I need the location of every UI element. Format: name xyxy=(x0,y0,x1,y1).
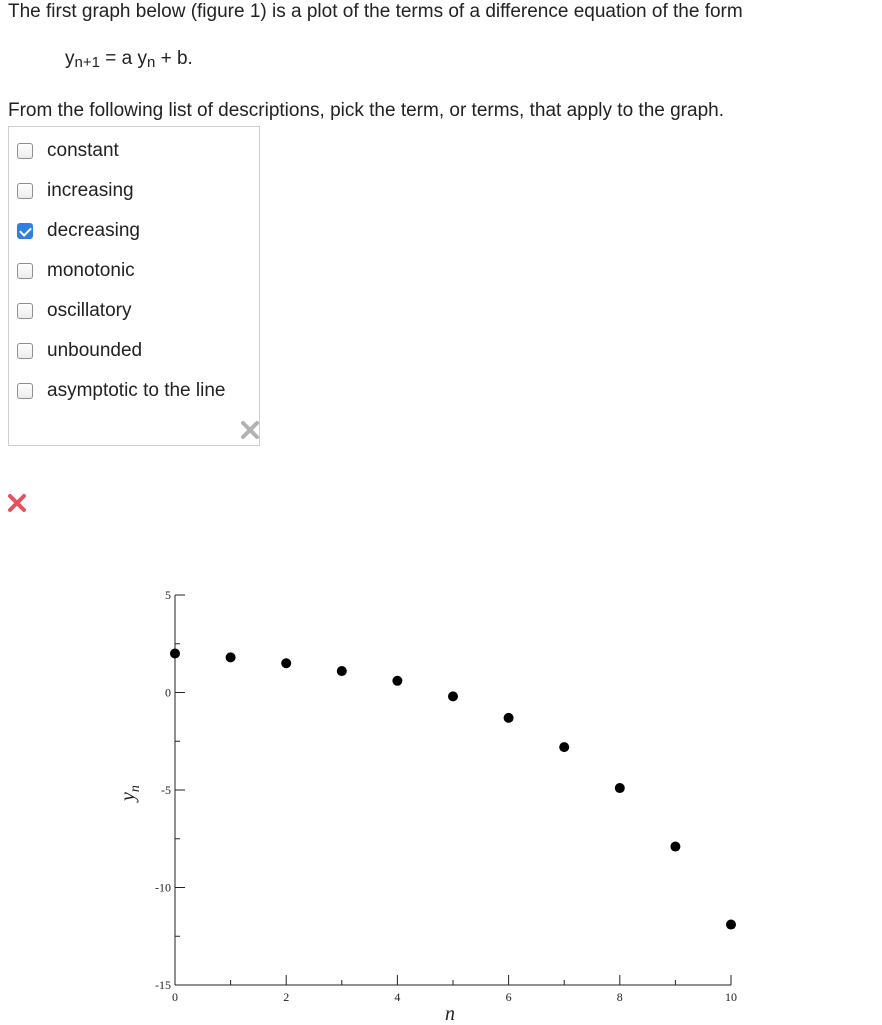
y-axis-title xyxy=(117,785,143,803)
y-axis-title-sub: n xyxy=(128,785,143,793)
data-point xyxy=(726,920,736,930)
option-checkbox[interactable] xyxy=(17,303,33,319)
data-point xyxy=(504,713,514,723)
data-point xyxy=(392,676,402,686)
option-decreasing[interactable] xyxy=(17,219,140,243)
option-unbounded[interactable] xyxy=(17,339,142,363)
x-tick-label: 4 xyxy=(394,990,401,1004)
problem-intro-text: The first graph below (figure 1) is a plot of the terms of a difference equation of the form xyxy=(8,1,743,22)
data-point xyxy=(448,691,458,701)
svg-text:yn xyxy=(117,785,143,803)
option-label: increasing xyxy=(47,180,134,201)
equation-rhs-subscript: n xyxy=(146,54,156,71)
equation-lhs-variable: y xyxy=(65,48,75,69)
option-increasing[interactable] xyxy=(17,179,134,203)
option-label: unbounded xyxy=(47,340,143,361)
x-axis-title: n xyxy=(445,1003,455,1025)
data-point xyxy=(559,742,569,752)
equation-rhs-variable: y xyxy=(137,48,147,69)
equation-tail: + b. xyxy=(155,48,193,69)
close-icon[interactable] xyxy=(239,419,261,441)
option-checkbox[interactable] xyxy=(17,223,33,239)
chart-points xyxy=(170,649,736,930)
data-point xyxy=(226,652,236,662)
x-tick-label: 8 xyxy=(616,990,623,1004)
incorrect-icon xyxy=(6,492,28,514)
data-point xyxy=(170,649,180,659)
option-label: asymptotic to the line xyxy=(47,380,226,401)
difference-equation xyxy=(65,48,193,71)
option-label: monotonic xyxy=(47,260,135,281)
scatter-chart xyxy=(100,575,780,1025)
x-tick-label: 6 xyxy=(505,990,512,1004)
chart-axes xyxy=(175,595,731,985)
option-checkbox[interactable] xyxy=(17,143,33,159)
option-checkbox[interactable] xyxy=(17,383,33,399)
equation-lhs-subscript: n+1 xyxy=(74,54,100,71)
option-monotonic[interactable] xyxy=(17,259,135,283)
option-label: oscillatory xyxy=(47,300,132,321)
y-tick-label: -10 xyxy=(155,880,171,895)
option-checkbox[interactable] xyxy=(17,343,33,359)
option-label: decreasing xyxy=(47,220,140,241)
option-checkbox[interactable] xyxy=(17,263,33,279)
x-tick-label: 2 xyxy=(283,990,290,1004)
data-point xyxy=(281,658,291,668)
x-tick-label: 10 xyxy=(725,990,737,1004)
option-asymptotic[interactable] xyxy=(17,379,225,403)
option-constant[interactable] xyxy=(17,139,119,163)
option-label: constant xyxy=(47,140,119,161)
y-tick-label: -15 xyxy=(155,978,171,992)
data-point xyxy=(615,783,625,793)
y-tick-label: 0 xyxy=(165,685,171,700)
option-checkbox[interactable] xyxy=(17,183,33,199)
data-point xyxy=(337,666,347,676)
y-tick-label: -5 xyxy=(161,783,171,797)
data-point xyxy=(670,842,680,852)
y-axis-title-main: y xyxy=(117,792,139,801)
chart-ticks xyxy=(155,588,737,1004)
equation-middle: = a xyxy=(99,48,138,69)
x-tick-label: 0 xyxy=(172,990,178,1004)
options-list xyxy=(8,126,260,446)
question-instructions: From the following list of descriptions, pick the term, or terms, that apply to the graph. xyxy=(8,100,724,121)
option-oscillatory[interactable] xyxy=(17,299,131,323)
y-tick-label: 5 xyxy=(165,588,171,602)
